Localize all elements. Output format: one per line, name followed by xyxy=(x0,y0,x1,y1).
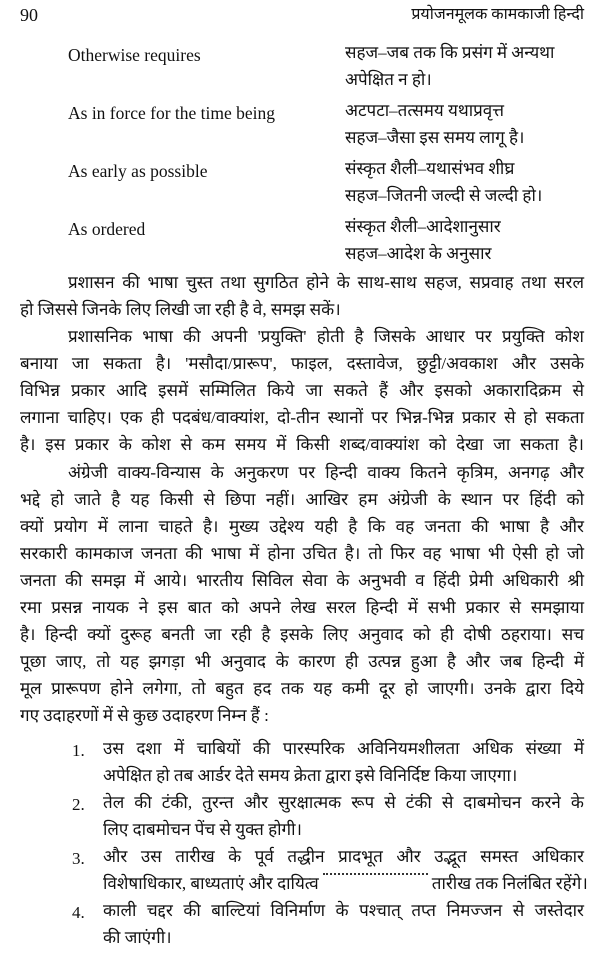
paragraph-line: बनाया जा सकता है। 'मसौदा/प्रारूप', फाइल, दस्तावेज, छुट्टी/अवकाश और उसके xyxy=(20,354,584,373)
paragraph-line: जनता की समझ में आये। भारतीय सिविल सेवा के अनुभवी व हिंदी प्रेमी अधिकारी श्री xyxy=(20,571,584,590)
glossary-hindi: अटपटा–तत्समय यथाप्रवृत्त xyxy=(345,101,505,120)
glossary-hindi: अपेक्षित न हो। xyxy=(345,70,432,89)
glossary-term: As in force for the time being xyxy=(68,103,276,123)
list-item-line: लिए दाबमोचन पेंच से युक्त होगी। xyxy=(103,820,302,839)
paragraph-line: विभिन्न प्रकार आदि इसमें सम्मिलित किये जा सकते हैं और इसको अकारादिक्रम से xyxy=(20,381,584,400)
blank-dotted-line xyxy=(323,873,428,875)
list-number: 4. xyxy=(72,903,85,922)
glossary-hindi: सहज–जैसा इस समय लागू है। xyxy=(345,128,525,147)
list-number: 3. xyxy=(72,849,85,868)
glossary-hindi: संस्कृत शैली–आदेशानुसार xyxy=(345,217,501,236)
paragraph-line: मूल प्रारूपण होने लगेगा, तो बहुत हद तक यह कमी दूर हो जाएगी। उनके द्वारा दिये xyxy=(20,679,584,698)
glossary-term: As ordered xyxy=(68,219,146,239)
paragraph-line: प्रशासनिक भाषा की अपनी 'प्रयुक्ति' होती है जिसके आधार पर प्रयुक्ति कोश xyxy=(68,327,584,346)
list-number: 2. xyxy=(72,795,85,814)
paragraph-line: लगाना चाहिए। एक ही पदबंध/वाक्यांश, दो-तीन स्थानों पर भिन्न-भिन्न प्रकार से हो सकता xyxy=(20,408,584,427)
paragraph-line: गए उदाहरणों में से कुछ उदाहरण निम्न हैं : xyxy=(20,706,269,725)
glossary-hindi: सहज–आदेश के अनुसार xyxy=(345,244,492,263)
list-item-line: काली चद्दर की बाल्टियां विनिर्माण के पश्चात् तप्त निमज्जन से जस्तेदार xyxy=(103,901,584,920)
paragraph-line: पूछा जाए, तो यह झगड़ा भी अनुवाद के कारण ही उत्पन्न हुआ है और जब हिन्दी में xyxy=(20,652,584,671)
list-item-text: विशेषाधिकार, बाध्यताएं और दायित्व xyxy=(103,874,319,893)
running-title: प्रयोजनमूलक कामकाजी हिन्दी xyxy=(411,6,584,23)
list-item-line: तेल की टंकी, तुरन्त और सुरक्षात्मक रूप से टंकी से दाबमोचन करने के xyxy=(103,793,584,812)
paragraph-line: है। हिन्दी क्यों दुरूह बनती जा रही है इसके लिए अनुवाद को ही दोषी ठहराया। सच xyxy=(20,625,584,644)
list-item-line: अपेक्षित हो तब आर्डर देते समय क्रेता द्वारा इसे विनिर्दिष्ट किया जाएगा। xyxy=(103,766,518,785)
paragraph-line: है। इस प्रकार के कोश से कम समय में किसी शब्द/वाक्यांश को देखा जा सकता है। xyxy=(20,435,584,454)
list-item-line: की जाएंगी। xyxy=(103,928,172,947)
glossary-hindi: संस्कृत शैली–यथासंभव शीघ्र xyxy=(345,159,515,178)
list-item-line xyxy=(103,873,588,895)
paragraph-line: भद्दे हो जाते है यह किसी से छिपा नहीं। आखिर हम अंग्रेजी के स्थान पर हिंदी को xyxy=(20,490,584,509)
list-item-line: और उस तारीख के पूर्व तद्धीन प्रादभूत और उद्भूत समस्त अधिकार xyxy=(103,847,584,866)
list-item-line: उस दशा में चाबियों की पारस्परिक अविनियमशीलता अधिक संख्या में xyxy=(103,739,584,758)
paragraph-line: क्यों प्रयोग में लाना चाहते है। मुख्य उद्देश्य यही है कि वह जनता की भाषा है और xyxy=(20,517,584,536)
list-item-text: तारीख तक निलंबित रहेंगे। xyxy=(431,874,588,893)
glossary-hindi: सहज–जितनी जल्दी से जल्दी हो। xyxy=(345,186,543,205)
glossary-term: Otherwise requires xyxy=(68,45,201,65)
list-number: 1. xyxy=(72,741,85,760)
paragraph-line: रमा प्रसन्न नायक ने इस बात को अपने लेख सरल हिन्दी में सभी प्रकार से समझाया xyxy=(20,598,584,617)
page-number: 90 xyxy=(20,5,38,25)
glossary-term: As early as possible xyxy=(68,161,208,181)
paragraph-line: हो जिससे जिनके लिए लिखी जा रही है वे, समझ सकें। xyxy=(20,300,341,319)
paragraph-line: अंग्रेजी वाक्य-विन्यास के अनुकरण पर हिन्दी वाक्य कितने कृत्रिम, अनगढ़ और xyxy=(68,463,584,482)
paragraph-line: सरकारी कामकाज जनता की भाषा में होना उचित है। तो फिर वह भाषा भी ऐसी हो जो xyxy=(20,544,584,563)
glossary-hindi: सहज–जब तक कि प्रसंग में अन्यथा xyxy=(345,43,555,62)
paragraph-line: प्रशासन की भाषा चुस्त तथा सुगठित होने के साथ-साथ सहज, सप्रवाह तथा सरल xyxy=(68,273,584,292)
